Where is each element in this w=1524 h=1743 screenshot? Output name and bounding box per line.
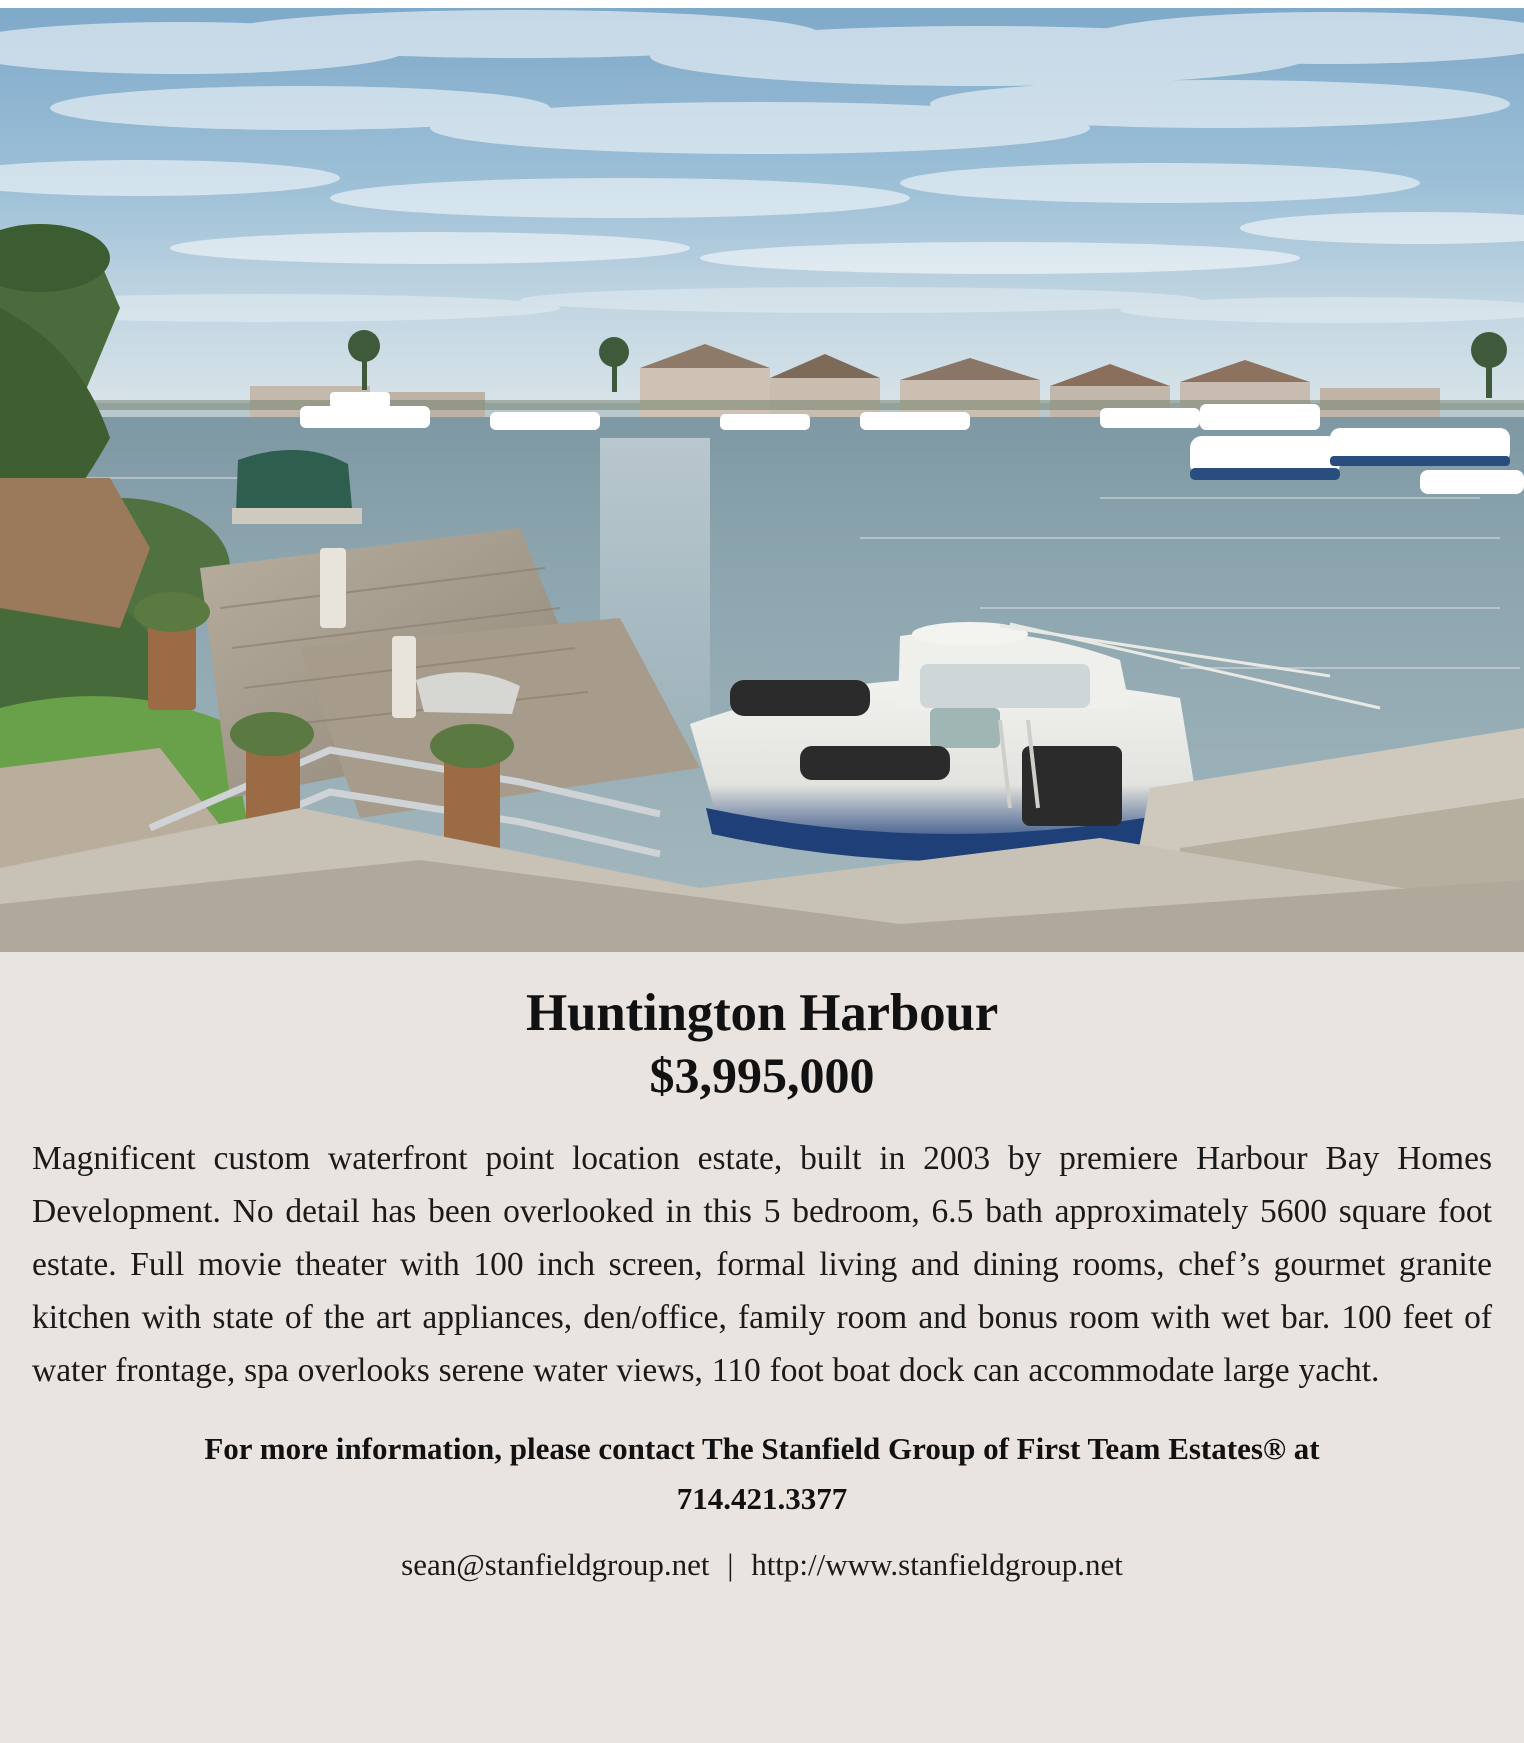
listing-description: Magnificent custom waterfront point location estate, built in 2003 by premiere Harbour Bay Homes Development. No detail has been overlooked in this 5 bedroom, 6.5 bath approximately 5600 square foot estate. Full movie theater with 100 inch screen, formal living and dining rooms, chef’s gourmet granite kitchen with state of the art appliances, den/office, family room and bonus room with wet bar. 100 feet of water frontage, spa overlooks serene water views, 110 foot boat dock can accommodate large yacht.: [32, 1140, 1492, 1390]
link-separator: |: [727, 1547, 734, 1583]
email-link[interactable]: sean@stanfieldgroup.net: [401, 1547, 710, 1583]
listing-price: $3,995,000: [649, 1047, 875, 1104]
page-title: Huntington Harbour: [525, 984, 999, 1042]
website-link[interactable]: http://www.stanfieldgroup.net: [751, 1547, 1123, 1583]
contact-links: [28, 1523, 1496, 1583]
listing-details-panel: [0, 952, 1524, 1743]
contact-block: [28, 1398, 1496, 1523]
property-photo: [0, 8, 1524, 952]
contact-instruction: For more information, please contact The Stanfield Group of First Team Estates® at: [204, 1430, 1320, 1466]
contact-phone: 714.421.3377: [676, 1480, 848, 1516]
harbour-scene-illustration: [0, 8, 1524, 952]
